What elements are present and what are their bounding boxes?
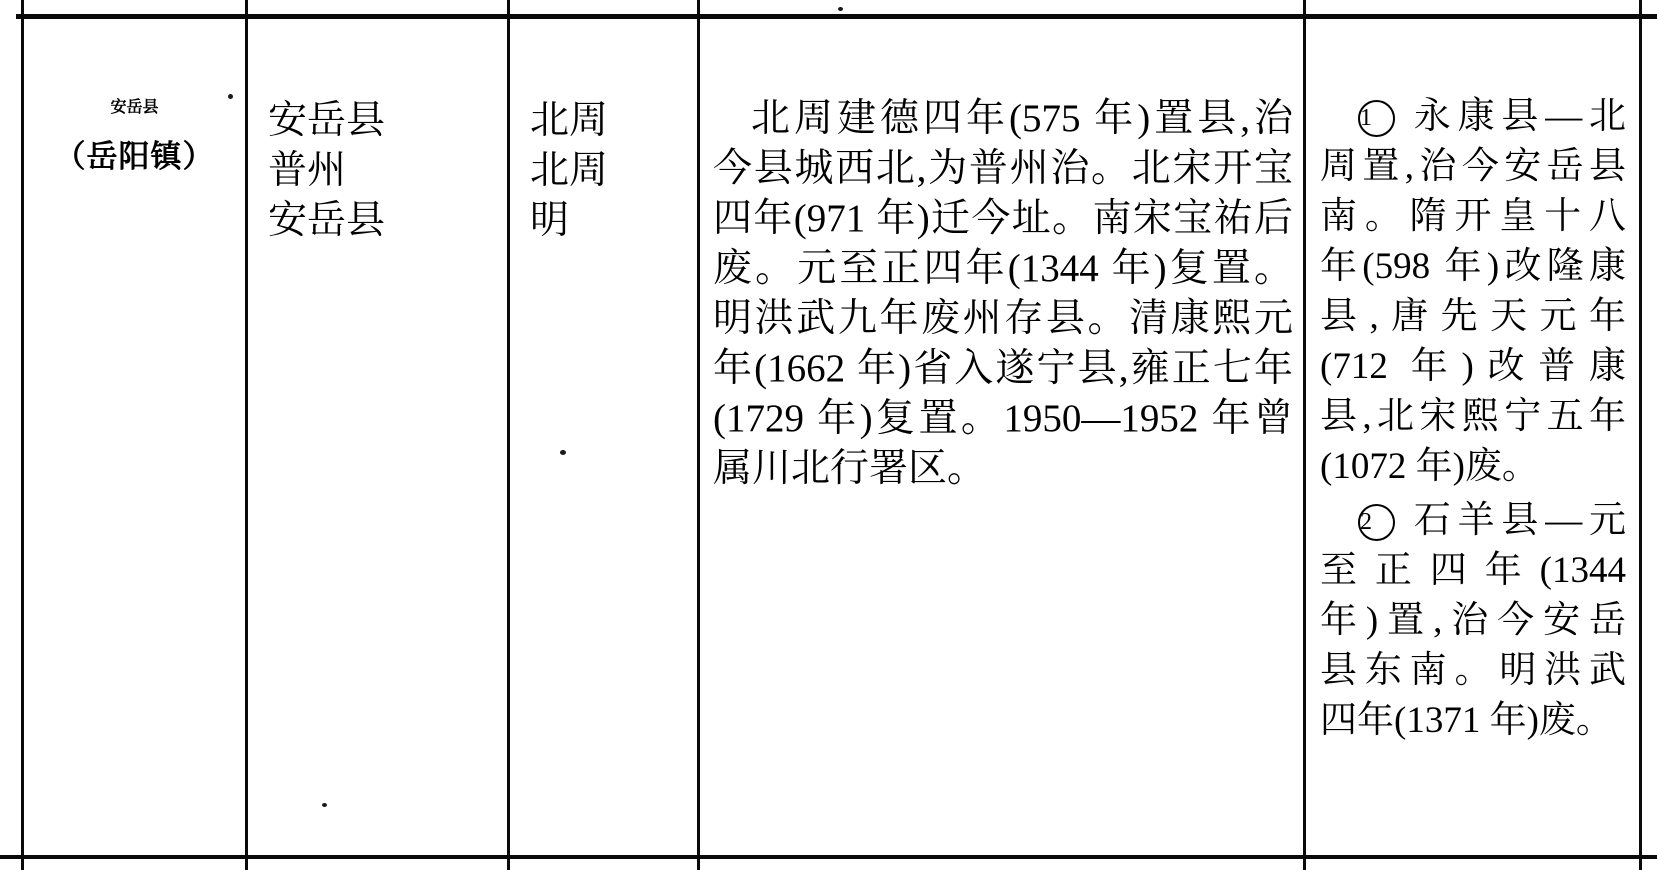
column-separator-3	[697, 0, 700, 870]
county-name: 安岳县	[110, 99, 159, 116]
history-line: 明洪武九年废州存县。清康熙元	[713, 297, 1293, 340]
historical-name: 安岳县	[268, 199, 386, 242]
history-line: 年(1662 年)省入遂宁县,雍正七年	[713, 347, 1293, 390]
history-line: 北周建德四年(575 年)置县,治	[751, 97, 1293, 140]
history-line: (1729 年)复置。1950—1952 年曾	[713, 397, 1293, 440]
circled-number-icon: 2	[1358, 504, 1395, 541]
scan-noise-dot	[838, 7, 843, 11]
note-line: 年)置,治今安岳	[1320, 600, 1626, 641]
note-line: 永康县—北	[1407, 96, 1626, 137]
column-separator-4	[1303, 0, 1306, 870]
note-line: 年(598 年)改隆康	[1320, 246, 1626, 287]
table-border-right	[1639, 0, 1642, 870]
column-separator-2	[507, 0, 510, 870]
history-line: 四年(971 年)迁今址。南宋宝祐后	[713, 197, 1293, 240]
dynasty: 明	[530, 199, 570, 242]
dynasty: 北周	[530, 149, 609, 192]
history-line: 今县城西北,为普州治。北宋开宝	[713, 147, 1293, 190]
history-line: 废。元至正四年(1344 年)复置。	[713, 247, 1293, 290]
note-line: (712 年)改普康	[1320, 346, 1626, 387]
note-line: 至正四年(1344	[1320, 550, 1626, 591]
note-line: (1072 年)废。	[1320, 446, 1539, 487]
history-description-cell	[713, 94, 1293, 494]
dynasties-cell	[530, 96, 608, 246]
scan-noise-dot	[322, 803, 327, 807]
note-line: 周置,治今安岳县	[1320, 146, 1626, 187]
circled-number-icon: 1	[1358, 100, 1395, 137]
historical-name: 普州	[268, 149, 347, 192]
county-name-cell	[22, 94, 247, 176]
note-line: 石羊县—元	[1407, 500, 1626, 541]
scan-noise-dot	[560, 450, 566, 455]
note-line: 南。隋开皇十八	[1320, 196, 1626, 237]
scan-noise-dot	[228, 94, 233, 99]
note-line: 四年(1371 年)废。	[1320, 700, 1613, 741]
history-line: 属川北行署区。	[713, 447, 987, 490]
row-top-rule	[16, 14, 1657, 19]
note-shiyang	[1320, 496, 1626, 746]
note-line: 县东南。明洪武	[1320, 650, 1626, 691]
county-seat: （岳阳镇）	[54, 139, 215, 174]
historical-names-cell	[268, 96, 385, 246]
historical-name: 安岳县	[268, 99, 386, 142]
dynasty: 北周	[530, 99, 609, 142]
note-line: 县,北宋熙宁五年	[1320, 396, 1626, 437]
note-yongkang	[1320, 92, 1626, 492]
note-line: 县,唐先天元年	[1320, 296, 1626, 337]
notes-cell	[1320, 92, 1626, 746]
row-bottom-rule	[0, 855, 1657, 859]
